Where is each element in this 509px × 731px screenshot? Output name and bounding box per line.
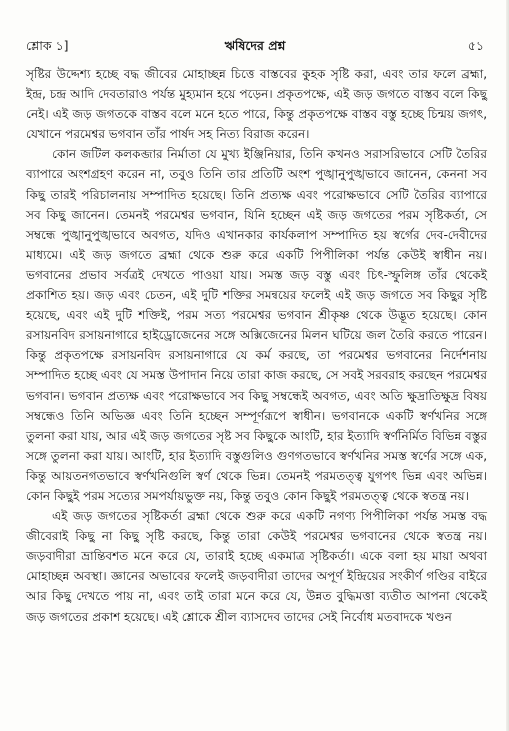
paragraph: এই জড় জগতের সৃষ্টিকর্তা ব্রহ্মা থেকে শুরু করে একটি নগণ্য পিপীলিকা পর্যন্ত সমস্ত বদ্ধ জীবেরাই কিছু না কিছু সৃষ্টি করছে, কিন্তু তারা কেউই পরমেশ্বর ভগবানের থেকে স্বতন্ত্র নয়। জড়বাদীরা ভ্রান্তিবশত মনে করে যে, তারাই হচ্ছে একমাত্র সৃষ্টিকর্তা। একে বলা হয় মায়া অথবা মোহাচ্ছন্ন অবস্থা। জ্ঞানের অভাবের ফলেই জড়বাদীরা তাদের অপূর্ণ ইন্দ্রিয়ের সংকীর্ণ গণ্ডির বাইরে আর কিছু দেখতে পায় না, এবং তাই তারা মনে করে যে, উন্নত বুদ্ধিমত্তা ব্যতীত আপনা থেকেই জড় জগতের প্রকাশ হয়েছে। এই শ্লোকে শ্রীল ব্যাসদেব তাদের সেই নির্বোধ মতবাদকে খণ্ডন [26, 509, 487, 624]
paragraph: কোন জটিল কলকব্জার নির্মাতা যে মুখ্য ইঞ্জিনিয়ার, তিনি কখনও সরাসরিভাবে সেটি তৈরির ব্যাপারে অংশগ্রহণ করেন না, তবুও তিনি তার প্রতিটি অংশ পুঙ্খানুপুঙ্খভাবে জানেন, কেননা সব কিছু তারই পরিচালনায় সম্পাদিত হয়েছে। তিনি প্রত্যক্ষ এবং পরোক্ষভাবে সেটি তৈরির ব্যাপারে সব কিছু জানেন। তেমনই পরমেশ্বর ভগবান, যিনি হচ্ছেন এই জড় জগতের পরম সৃষ্টিকর্তা, সে সম্বন্ধে পুঙ্খানুপুঙ্খভাবে অবগত, যদিও এখানকার কার্যকলাপ সম্পাদিত হয় স্বর্গের দেব-দেবীদের মাধ্যমে। এই জড় জগতে ব্রহ্মা থেকে শুরু করে একটি পিপীলিকা পর্যন্ত কেউই স্বাধীন নয়। ভগবানের প্রভাব সর্বত্রই দেখতে পাওয়া যায়। সমস্ত জড় বস্তু এবং চিৎ-স্ফুলিঙ্গ তাঁর থেকেই প্রকাশিত হয়। জড় এবং চেতন, এই দুটি শক্তির সমন্বয়ের ফলেই এই জড় জগতে সব কিছুর সৃষ্টি হয়েছে, এবং এই দুটি শক্তিই, পরম সত্য পরমেশ্বর ভগবান শ্রীকৃষ্ণ থেকে উদ্ভূত হয়েছে। কোন রসায়নবিদ রসায়নাগারে হাইড্রোজেনের সঙ্গে অক্সিজেনের মিলন ঘটিয়ে জল তৈরি করতে পারেন। কিন্তু প্রকৃতপক্ষে রসায়নবিদ রসায়নাগারে যে কর্ম করছে, তা পরমেশ্বর ভগবানের নির্দেশনায় সম্পাদিত হচ্ছে এবং যে সমস্ত উপাদান নিয়ে তারা কাজ করছে, সে সবই সরবরাহ করছেন পরমেশ্বর ভগবান। ভগবান প্রত্যক্ষ এবং পরোক্ষভাবে সব কিছু সম্বন্ধেই অবগত, এবং অতি ক্ষুদ্রাতিক্ষুদ্র বিষয় সম্বন্ধেও তিনি অভিজ্ঞ এবং তিনি হচ্ছেন সম্পূর্ণরূপে স্বাধীন। ভগবানকে একটি স্বর্ণখনির সঙ্গে তুলনা করা যায়, আর এই জড় জগতের সৃষ্ট সব কিছুকে আংটি, হার ইত্যাদি স্বর্ণনির্মিত বিভিন্ন বস্তুর সঙ্গে তুলনা করা যায়। আংটি, হার ইত্যাদি বস্তুগুলিও গুণগতভাবে স্বর্ণখনির সমস্ত স্বর্ণের সঙ্গে এক, কিন্তু আয়তনগতভাবে স্বর্ণখনিগুলি স্বর্ণ থেকে ভিন্ন। তেমনই পরমতত্ত্ব যুগপৎ ভিন্ন এবং অভিন্ন। কোন কিছুই পরম সত্যের সমপর্যায়ভুক্ত নয়, কিন্তু তবুও কোন কিছুই পরমতত্ত্ব থেকে স্বতন্ত্র নয়। [26, 147, 487, 503]
running-header [26, 36, 484, 56]
body-text [26, 64, 487, 627]
chapter-title: ঋষিদের প্রশ্ন [224, 38, 286, 53]
page-number: ৫১ [467, 38, 484, 53]
paragraph: সৃষ্টির উদ্দেশ্য হচ্ছে বদ্ধ জীবের মোহাচ্ছন্ন চিত্তে বাস্তবের কুহক সৃষ্টি করা, এবং তার ফলে ব্রহ্মা, ইন্দ্র, চন্দ্র আদি দেবতারাও পর্যন্ত মুহ্যমান হয়ে পড়েন। প্রকৃতপক্ষে, এই জড় জগতে বাস্তব বলে কিছু নেই। এই জড় জগতকে বাস্তব বলে মনে হতে পারে, কিন্তু প্রকৃতপক্ষে বাস্তব বস্তু হচ্ছে চিন্ময় জগৎ, যেখানে পরমেশ্বর ভগবান তাঁর পার্ষদ সহ নিত্য বিরাজ করেন। [26, 67, 487, 142]
verse-reference: শ্লোক ১] [26, 38, 69, 53]
